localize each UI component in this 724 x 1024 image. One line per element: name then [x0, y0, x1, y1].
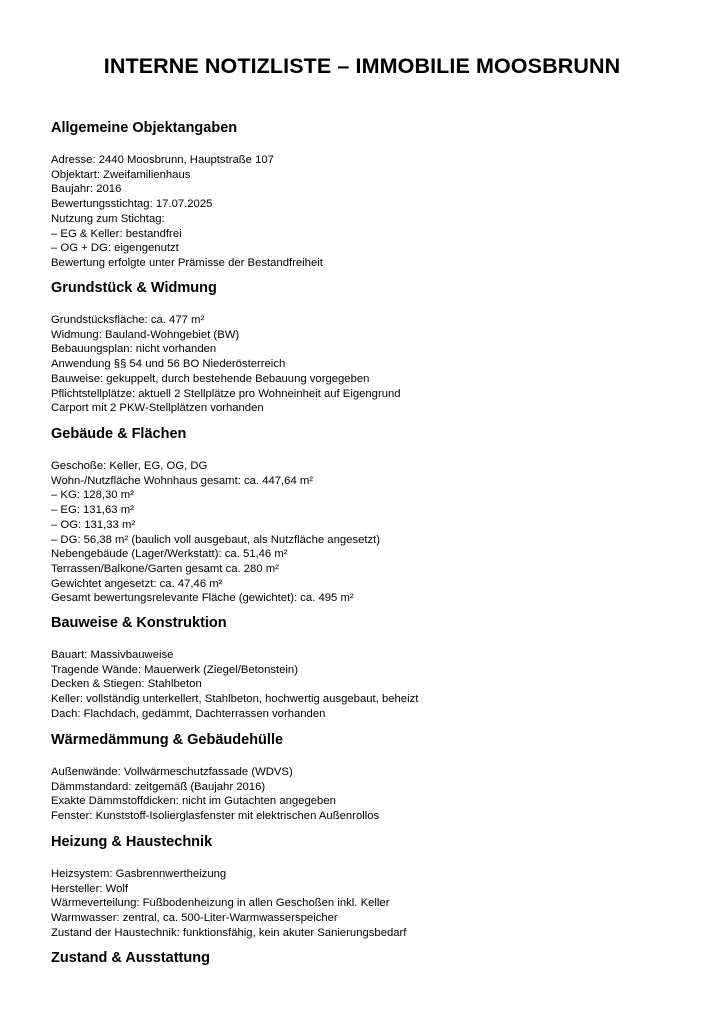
section-heading: Grundstück & Widmung: [51, 280, 217, 296]
text-line: Geschoße: Keller, EG, OG, DG: [51, 460, 208, 472]
text-line: Außenwände: Vollwärmeschutzfassade (WDVS): [51, 766, 293, 778]
section-zustand-ausstattung: [51, 948, 691, 968]
text-line: Terrassen/Balkone/Garten gesamt ca. 280 m²: [51, 562, 279, 575]
text-line: Hersteller: Wolf: [51, 882, 129, 895]
text-line: – OG + DG: eigengenutzt: [51, 242, 179, 255]
text-line: Wohn-/Nutzfläche Wohnhaus gesamt: ca. 447,64 m²: [51, 474, 314, 487]
text-line: Exakte Dämmstoffdicken: nicht im Gutachten angegeben: [51, 795, 336, 808]
text-line: Baujahr: 2016: [51, 183, 122, 196]
text-line: Wärmeverteilung: Fußbodenheizung in allen Geschoßen inkl. Keller: [51, 897, 390, 910]
section-waermedaemmung-gebaeudehuelle: [51, 730, 691, 824]
text-line: Zustand der Haustechnik: funktionsfähig, kein akuter Sanierungsbedarf: [51, 926, 407, 939]
text-line: Carport mit 2 PKW-Stellplätzen vorhanden: [51, 402, 264, 415]
text-line: Keller: vollständig unterkellert, Stahlbeton, hochwertig ausgebaut, beheizt: [51, 693, 419, 706]
text-line: – EG & Keller: bestandfrei: [51, 227, 182, 240]
text-line: Dämmstandard: zeitgemäß (Baujahr 2016): [51, 780, 266, 793]
text-line: Tragende Wände: Mauerwerk (Ziegel/Betonstein): [51, 663, 298, 676]
text-line: – EG: 131,63 m²: [51, 504, 134, 517]
section-bauweise-konstruktion: [51, 613, 691, 722]
text-line: – DG: 56,38 m² (baulich voll ausgebaut, als Nutzfläche angesetzt): [51, 533, 381, 546]
text-line: Dach: Flachdach, gedämmt, Dachterrassen vorhanden: [51, 707, 326, 720]
text-line: Widmung: Bauland-Wohngebiet (BW): [51, 328, 240, 341]
text-line: Pflichtstellplätze: aktuell 2 Stellplätze pro Wohneinheit auf Eigengrund: [51, 387, 401, 400]
text-line: Anwendung §§ 54 und 56 BO Niederösterreich: [51, 358, 286, 371]
text-line: Heizsystem: Gasbrennwertheizung: [51, 868, 227, 880]
text-line: Objektart: Zweifamilienhaus: [51, 168, 191, 181]
text-line: – KG: 128,30 m²: [51, 489, 134, 502]
section-grundstueck-widmung: [51, 278, 691, 416]
section-lines: [51, 867, 691, 941]
section-gebaeude-flaechen: [51, 424, 691, 606]
section-heading: Bauweise & Konstruktion: [51, 615, 227, 631]
section-heading: Gebäude & Flächen: [51, 426, 187, 442]
text-line: Bewertungsstichtag: 17.07.2025: [51, 198, 213, 211]
text-line: Bewertung erfolgte unter Prämisse der Bestandfreiheit: [51, 256, 323, 269]
text-line: Bauart: Massivbauweise: [51, 649, 174, 661]
text-line: Adresse: 2440 Moosbrunn, Hauptstraße 107: [51, 154, 274, 166]
section-heading: Heizung & Haustechnik: [51, 834, 213, 850]
section-allgemeine-objektangaben: [51, 118, 691, 271]
text-line: Nebengebäude (Lager/Werkstatt): ca. 51,46 m²: [51, 548, 288, 561]
section-lines: [51, 765, 691, 824]
text-line: Decken & Stiegen: Stahlbeton: [51, 678, 202, 691]
text-line: Bauweise: gekuppelt, durch bestehende Bebauung vorgegeben: [51, 372, 370, 385]
text-line: Warmwasser: zentral, ca. 500-Liter-Warmwasserspeicher: [51, 912, 338, 925]
section-heading: Zustand & Ausstattung: [51, 950, 210, 966]
section-lines: [51, 459, 691, 606]
section-heizung-haustechnik: [51, 832, 691, 941]
section-lines: [51, 153, 691, 271]
text-line: Gesamt bewertungsrelevante Fläche (gewichtet): ca. 495 m²: [51, 592, 354, 605]
page-title: INTERNE NOTIZLISTE – IMMOBILIE MOOSBRUNN: [103, 54, 621, 78]
section-lines: [51, 313, 691, 416]
section-heading: Wärmedämmung & Gebäudehülle: [51, 732, 284, 748]
text-line: Fenster: Kunststoff-Isolierglasfenster mit elektrischen Außenrollos: [51, 810, 380, 823]
section-lines: [51, 648, 691, 722]
section-heading: Allgemeine Objektangaben: [51, 120, 238, 136]
text-line: – OG: 131,33 m²: [51, 518, 136, 531]
text-line: Grundstücksfläche: ca. 477 m²: [51, 314, 205, 326]
text-line: Nutzung zum Stichtag:: [51, 212, 165, 225]
text-line: Gewichtet angesetzt: ca. 47,46 m²: [51, 577, 223, 590]
text-line: Bebauungsplan: nicht vorhanden: [51, 343, 217, 356]
